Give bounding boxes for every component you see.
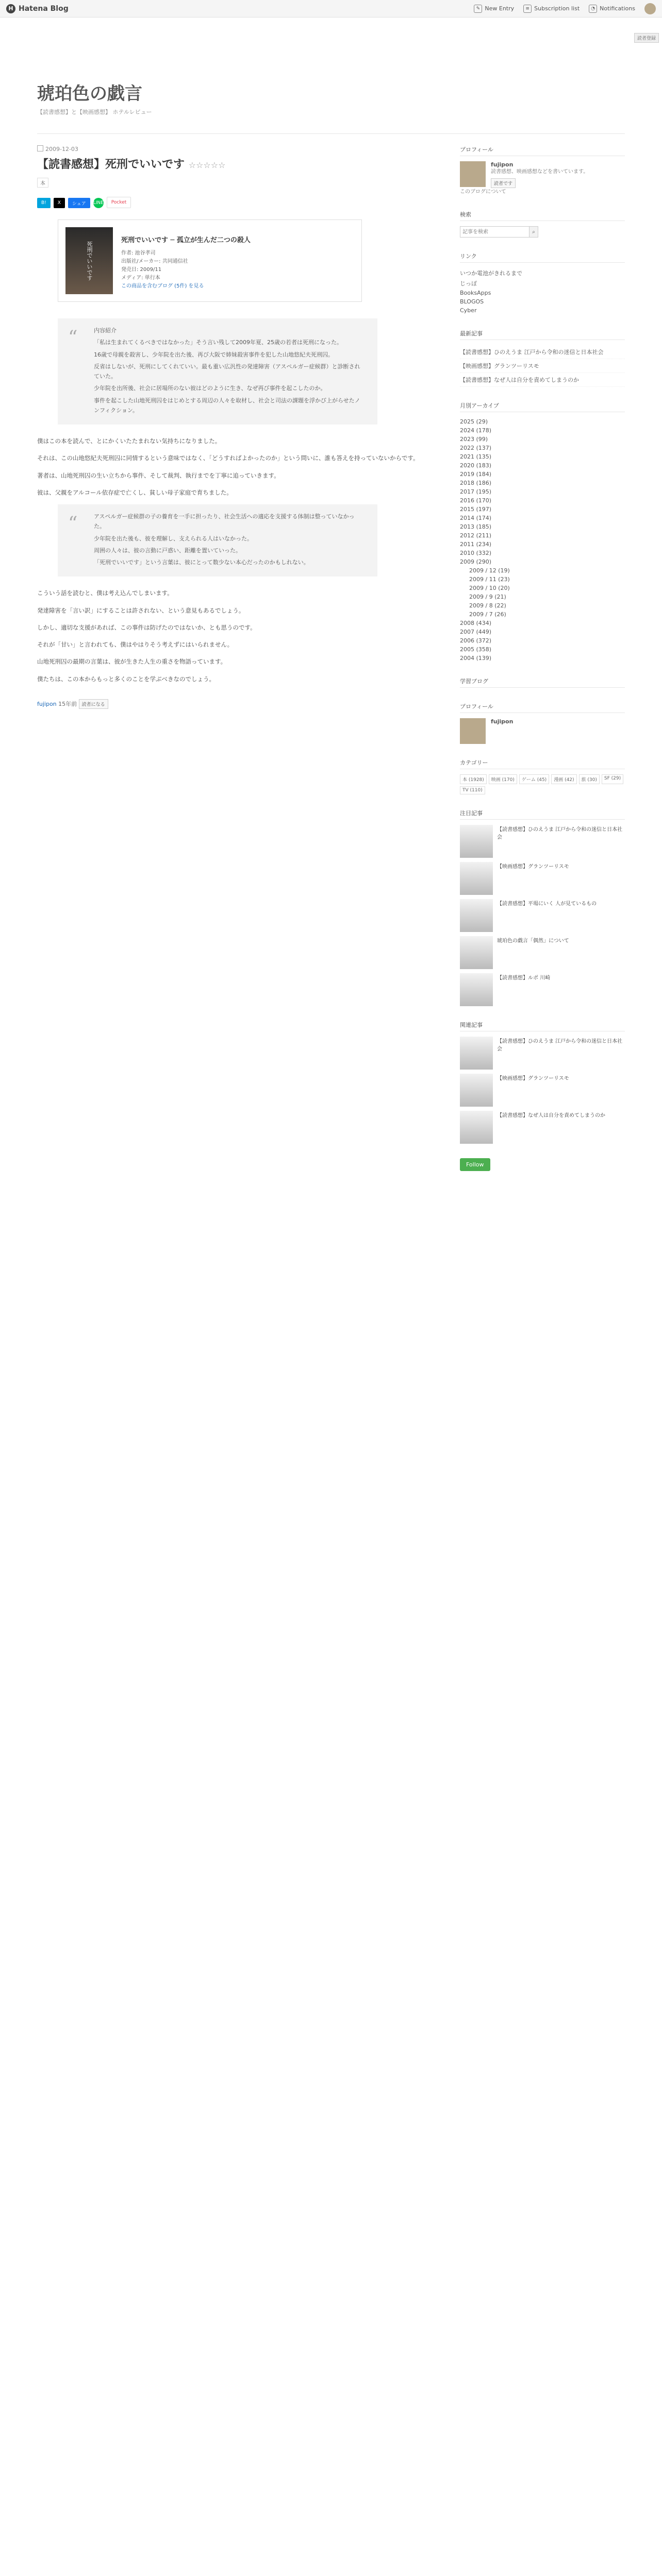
profile-avatar[interactable] bbox=[460, 161, 486, 187]
search-module bbox=[460, 210, 625, 238]
category-tag[interactable]: 漫画 (42) bbox=[551, 774, 576, 784]
link-item[interactable]: BLOGOS bbox=[460, 298, 484, 305]
entry-thumbnail bbox=[460, 1037, 493, 1070]
main-column bbox=[37, 145, 429, 1185]
archive-year[interactable]: 2017 (195) bbox=[460, 488, 492, 495]
related-entry-title: 【読書感想】なぜ人は自分を責めてしまうのか bbox=[497, 1113, 605, 1118]
share-buttons bbox=[37, 197, 429, 208]
content-wrap bbox=[37, 133, 625, 1185]
paragraph: 著者は、山地死刑囚の生い立ちから事件、そして裁判、執行までを丁寧に追っていきます。 bbox=[37, 471, 280, 479]
brand-label: Hatena Blog bbox=[19, 4, 69, 13]
related-entry-title: 【読書感想】ひのえうま 江戸から令和の迷信と日本社会 bbox=[497, 1039, 623, 1052]
book-release: 発売日: 2009/11 bbox=[121, 266, 162, 273]
book-author: 作者: 池谷孝司 bbox=[121, 250, 156, 256]
notifications-label: Notifications bbox=[600, 5, 635, 12]
popular-entry-title: 【読書感想】平場にいく 人が見ているもの bbox=[497, 901, 597, 907]
recent-heading: 最新記事 bbox=[460, 329, 625, 340]
link-item[interactable]: BooksApps bbox=[460, 290, 491, 296]
popular-entry-title: 【映画感想】グランツーリスモ bbox=[497, 864, 569, 870]
quote-line: 事件を起こした山地死刑囚をはじめとする周辺の人々を取材し、社会と司法の課題を浮かび上がらせたノンフィクション。 bbox=[94, 397, 360, 414]
related-entry[interactable] bbox=[460, 1074, 625, 1107]
entry-thumbnail bbox=[460, 1074, 493, 1107]
popular-entry-title: 【読書感想】ひのえうま 江戸から令和の迷信と日本社会 bbox=[497, 827, 623, 840]
paragraph: 発達障害を「言い訳」にすることは許されない、という意見もあるでしょう。 bbox=[37, 606, 245, 614]
popular-entry-title: 琥珀色の戯言「偶然」について bbox=[497, 938, 569, 944]
archive-month[interactable]: 2009 / 9 (21) bbox=[469, 594, 506, 600]
follow-module bbox=[460, 1158, 625, 1171]
paragraph: それが「甘い」と言われても、僕はやはりそう考えずにはいられません。 bbox=[37, 641, 234, 649]
entry-thumbnail bbox=[460, 899, 493, 932]
search-box bbox=[460, 226, 538, 238]
paragraph: こういう話を読むと、僕は考え込んでしまいます。 bbox=[37, 589, 173, 597]
list-icon: ≡ bbox=[523, 5, 532, 13]
archive-year[interactable]: 2020 (183) bbox=[460, 462, 492, 469]
paragraph: 彼は、父親をアルコール依存症で亡くし、貧しい母子家庭で育ちました。 bbox=[37, 488, 233, 496]
quote-line: アスペルガー症候群の子の養育を一手に担ったり、社会生活への適応を支援する体制は整っていなかった。 bbox=[94, 513, 355, 530]
archive-heading: 月別アーカイブ bbox=[460, 401, 625, 412]
pencil-icon: ✎ bbox=[474, 5, 482, 13]
search-heading: 検索 bbox=[460, 210, 625, 221]
quote-mark-icon: “ bbox=[68, 327, 78, 348]
learning-heading: 学習ブログ bbox=[460, 677, 625, 688]
popular-entry-title: 【読書感想】ルポ 川崎 bbox=[497, 975, 551, 981]
entry-thumbnail bbox=[460, 825, 493, 858]
recent-entry[interactable]: 【読書感想】なぜ人は自分を責めてしまうのか bbox=[460, 373, 625, 387]
subscribe-button[interactable]: 読者登録 bbox=[634, 33, 659, 43]
popular-entry[interactable] bbox=[460, 899, 625, 932]
quote-line: 少年院を出た後も、彼を理解し、支えられる人はいなかった。 bbox=[94, 535, 253, 542]
paragraph: しかし、適切な支援があれば、この事件は防げたのではないか、とも思うのです。 bbox=[37, 623, 256, 631]
archive-year[interactable]: 2007 (449) bbox=[460, 629, 492, 635]
links-module bbox=[460, 252, 625, 315]
archive-year[interactable]: 2019 (184) bbox=[460, 471, 492, 478]
popular-entry[interactable] bbox=[460, 862, 625, 895]
about-link[interactable]: このブログについて bbox=[460, 189, 506, 195]
subscription-link[interactable] bbox=[523, 5, 580, 13]
archive-year[interactable]: 2018 (186) bbox=[460, 480, 492, 486]
entry-category[interactable]: 本 bbox=[37, 178, 48, 188]
popular-entry[interactable] bbox=[460, 936, 625, 969]
blockquote bbox=[58, 504, 377, 577]
notifications-link[interactable] bbox=[589, 5, 635, 13]
book-info bbox=[121, 227, 251, 294]
category-tag[interactable]: SF (29) bbox=[602, 774, 623, 784]
facebook-share-button[interactable]: シェア bbox=[68, 198, 90, 208]
archive-year[interactable]: 2011 (234) bbox=[460, 541, 492, 548]
category-tag[interactable]: TV (110) bbox=[460, 786, 485, 794]
archive-module bbox=[460, 401, 625, 663]
paragraph: それは、この山地悠紀夫死刑囚に同情するという意味ではなく、「どうすればよかったのか」という問いに、誰も答えを持っていないからです。 bbox=[37, 454, 419, 462]
categories-module bbox=[460, 758, 625, 794]
blog-header bbox=[37, 18, 625, 133]
profile-name[interactable]: fujipon bbox=[491, 161, 514, 168]
hatena-bookmark-button[interactable]: B! bbox=[37, 198, 51, 208]
quote-line: 少年院を出所後、社会に居場所のない彼はどのように生き、なぜ再び事件を起こしたのか。 bbox=[94, 385, 326, 392]
link-item[interactable]: じっぽ bbox=[460, 280, 477, 287]
profile-reader-button[interactable]: 読者です bbox=[491, 178, 516, 188]
archive-year[interactable]: 2023 (99) bbox=[460, 436, 488, 443]
popular-entry[interactable] bbox=[460, 973, 625, 1006]
bell-icon: ◔ bbox=[589, 5, 597, 13]
archive-month[interactable]: 2009 / 7 (26) bbox=[469, 611, 506, 618]
user-avatar[interactable] bbox=[644, 3, 656, 14]
entry-body bbox=[37, 436, 429, 498]
recent-entry[interactable]: 【読書感想】ひのえうま 江戸から令和の迷信と日本社会 bbox=[460, 345, 625, 359]
entry-title[interactable] bbox=[37, 156, 429, 172]
new-entry-link[interactable] bbox=[474, 5, 514, 13]
follow-button[interactable]: Follow bbox=[460, 1158, 490, 1171]
archive-year[interactable]: 2005 (358) bbox=[460, 646, 492, 653]
entry-thumbnail bbox=[460, 1111, 493, 1144]
book-media: メディア: 単行本 bbox=[121, 275, 160, 281]
popular-heading: 注目記事 bbox=[460, 809, 625, 820]
entry-thumbnail bbox=[460, 973, 493, 1006]
quote-line: 反省はしないが、死刑にしてくれていい。最も重い広汎性の発達障害（アスペルガー症候群）と診断されていた。 bbox=[94, 363, 360, 380]
new-entry-label: New Entry bbox=[485, 5, 515, 12]
book-publisher: 出版社/メーカー: 共同通信社 bbox=[121, 258, 188, 264]
links-heading: リンク bbox=[460, 252, 625, 263]
sidebar bbox=[460, 145, 625, 1185]
archive-year[interactable]: 2008 (434) bbox=[460, 620, 492, 626]
rating-stars: ☆☆☆☆☆ bbox=[188, 160, 226, 170]
line-share-button[interactable]: LINE bbox=[93, 198, 104, 208]
archive-year[interactable]: 2006 (372) bbox=[460, 637, 492, 644]
profile2-heading: プロフィール bbox=[460, 702, 625, 713]
learning-module bbox=[460, 677, 625, 688]
category-tag[interactable]: ゲーム (45) bbox=[519, 774, 549, 784]
calendar-icon bbox=[37, 145, 43, 151]
book-title[interactable]: 死刑でいいです ─ 孤立が生んだ二つの殺人 bbox=[121, 236, 251, 244]
entry-thumbnail bbox=[460, 936, 493, 969]
archive-year[interactable]: 2024 (178) bbox=[460, 427, 492, 434]
pocket-button[interactable]: Pocket bbox=[107, 197, 131, 208]
related-entry-title: 【映画感想】グランツーリスモ bbox=[497, 1076, 569, 1081]
paragraph: 僕はこの本を読んで、とにかくいたたまれない気持ちになりました。 bbox=[37, 437, 221, 445]
related-module bbox=[460, 1021, 625, 1144]
blog-description: 【読書感想】と【映画感想】 ホテルレビュー bbox=[37, 109, 152, 115]
profile-module bbox=[460, 145, 625, 196]
blockquote bbox=[58, 318, 377, 425]
hatena-logo-icon: H bbox=[6, 4, 15, 13]
book-cover-image[interactable]: 死刑でいいです bbox=[65, 227, 113, 294]
related-entry[interactable] bbox=[460, 1111, 625, 1144]
archive-month[interactable]: 2009 / 10 (20) bbox=[469, 585, 510, 591]
top-nav bbox=[474, 3, 656, 14]
quote-mark-icon: “ bbox=[68, 513, 78, 535]
archive-year[interactable]: 2015 (197) bbox=[460, 506, 492, 513]
archive-year[interactable]: 2021 (135) bbox=[460, 453, 492, 460]
archive-month[interactable]: 2009 / 12 (19) bbox=[469, 567, 510, 574]
related-heading: 関連記事 bbox=[460, 1021, 625, 1031]
profile2-name[interactable]: fujipon bbox=[491, 718, 514, 725]
entry-title-text: 【読書感想】死刑でいいです bbox=[37, 158, 185, 171]
brand[interactable] bbox=[6, 4, 69, 13]
profile2-module bbox=[460, 702, 625, 744]
blog-title[interactable]: 琥珀色の戯言 bbox=[37, 83, 142, 104]
link-item[interactable]: いつか電池がきれるまで bbox=[460, 270, 522, 277]
archive-year[interactable]: 2025 (29) bbox=[460, 418, 488, 425]
entry-age: 15年前 bbox=[58, 700, 77, 707]
quote-line: 「私は生まれてくるべきではなかった」そう言い残して2009年夏、25歳の若者は死刑になった。 bbox=[94, 339, 342, 346]
quote-line: 「死刑でいいです」という言葉は、彼にとって数少ない本心だったのかもしれない。 bbox=[94, 559, 309, 566]
entry-date-text: 2009-12-03 bbox=[45, 146, 78, 152]
top-bar bbox=[0, 0, 662, 18]
follow-reader-button[interactable]: 読者になる bbox=[79, 699, 108, 709]
archive-month[interactable]: 2009 / 8 (22) bbox=[469, 602, 506, 609]
related-entry[interactable] bbox=[460, 1037, 625, 1070]
archive-year[interactable]: 2004 (139) bbox=[460, 655, 492, 662]
archive-year[interactable]: 2016 (170) bbox=[460, 497, 492, 504]
archive-year[interactable]: 2009 (290) bbox=[460, 558, 492, 565]
search-icon[interactable]: ⌕ bbox=[529, 227, 538, 237]
profile-description: 読書感想、映画感想などを書いています。 bbox=[491, 169, 589, 175]
paragraph: 僕たちは、この本からもっと多くのことを学ぶべきなのでしょう。 bbox=[37, 675, 215, 683]
quote-line: 16歳で母親を殺害し、少年院を出た後、再び大阪で姉妹殺害事件を犯した山地悠紀夫死刑囚。 bbox=[94, 351, 334, 358]
subscription-label: Subscription list bbox=[534, 5, 580, 12]
archive-year[interactable]: 2022 (137) bbox=[460, 445, 492, 451]
popular-module bbox=[460, 809, 625, 1006]
book-card bbox=[58, 219, 362, 302]
category-tag[interactable]: 旅 (30) bbox=[579, 774, 600, 784]
recent-module bbox=[460, 329, 625, 387]
entry-thumbnail bbox=[460, 862, 493, 895]
entry-body bbox=[37, 588, 429, 685]
entry-date[interactable] bbox=[37, 145, 429, 152]
paragraph: 山地死刑囚の最期の言葉は、彼が生きた人生の重さを物語っています。 bbox=[37, 658, 227, 666]
archive-year[interactable]: 2012 (211) bbox=[460, 532, 492, 539]
archive-year[interactable]: 2014 (174) bbox=[460, 515, 492, 521]
category-tag[interactable]: 映画 (170) bbox=[489, 774, 517, 784]
quote-line: 周囲の人々は、彼の言動に戸惑い、距離を置いていった。 bbox=[94, 547, 241, 554]
profile2-avatar[interactable] bbox=[460, 718, 486, 744]
entry-footer bbox=[37, 697, 429, 709]
category-tag[interactable]: 本 (1928) bbox=[460, 774, 487, 784]
x-share-button[interactable]: X bbox=[54, 198, 65, 208]
quote-line: 内容紹介 bbox=[94, 327, 117, 334]
popular-entry[interactable] bbox=[460, 825, 625, 858]
book-link[interactable]: この商品を含むブログ (5件) を見る bbox=[121, 283, 204, 289]
archive-year[interactable]: 2013 (185) bbox=[460, 523, 492, 530]
archive-month[interactable]: 2009 / 11 (23) bbox=[469, 576, 510, 583]
recent-entry[interactable]: 【映画感想】グランツーリスモ bbox=[460, 359, 625, 373]
link-item[interactable]: Cyber bbox=[460, 307, 477, 314]
search-input[interactable] bbox=[460, 227, 529, 237]
profile-heading: プロフィール bbox=[460, 145, 625, 156]
author-link[interactable]: fujipon bbox=[37, 700, 57, 707]
archive-year[interactable]: 2010 (332) bbox=[460, 550, 492, 556]
categories-heading: カテゴリー bbox=[460, 758, 625, 769]
